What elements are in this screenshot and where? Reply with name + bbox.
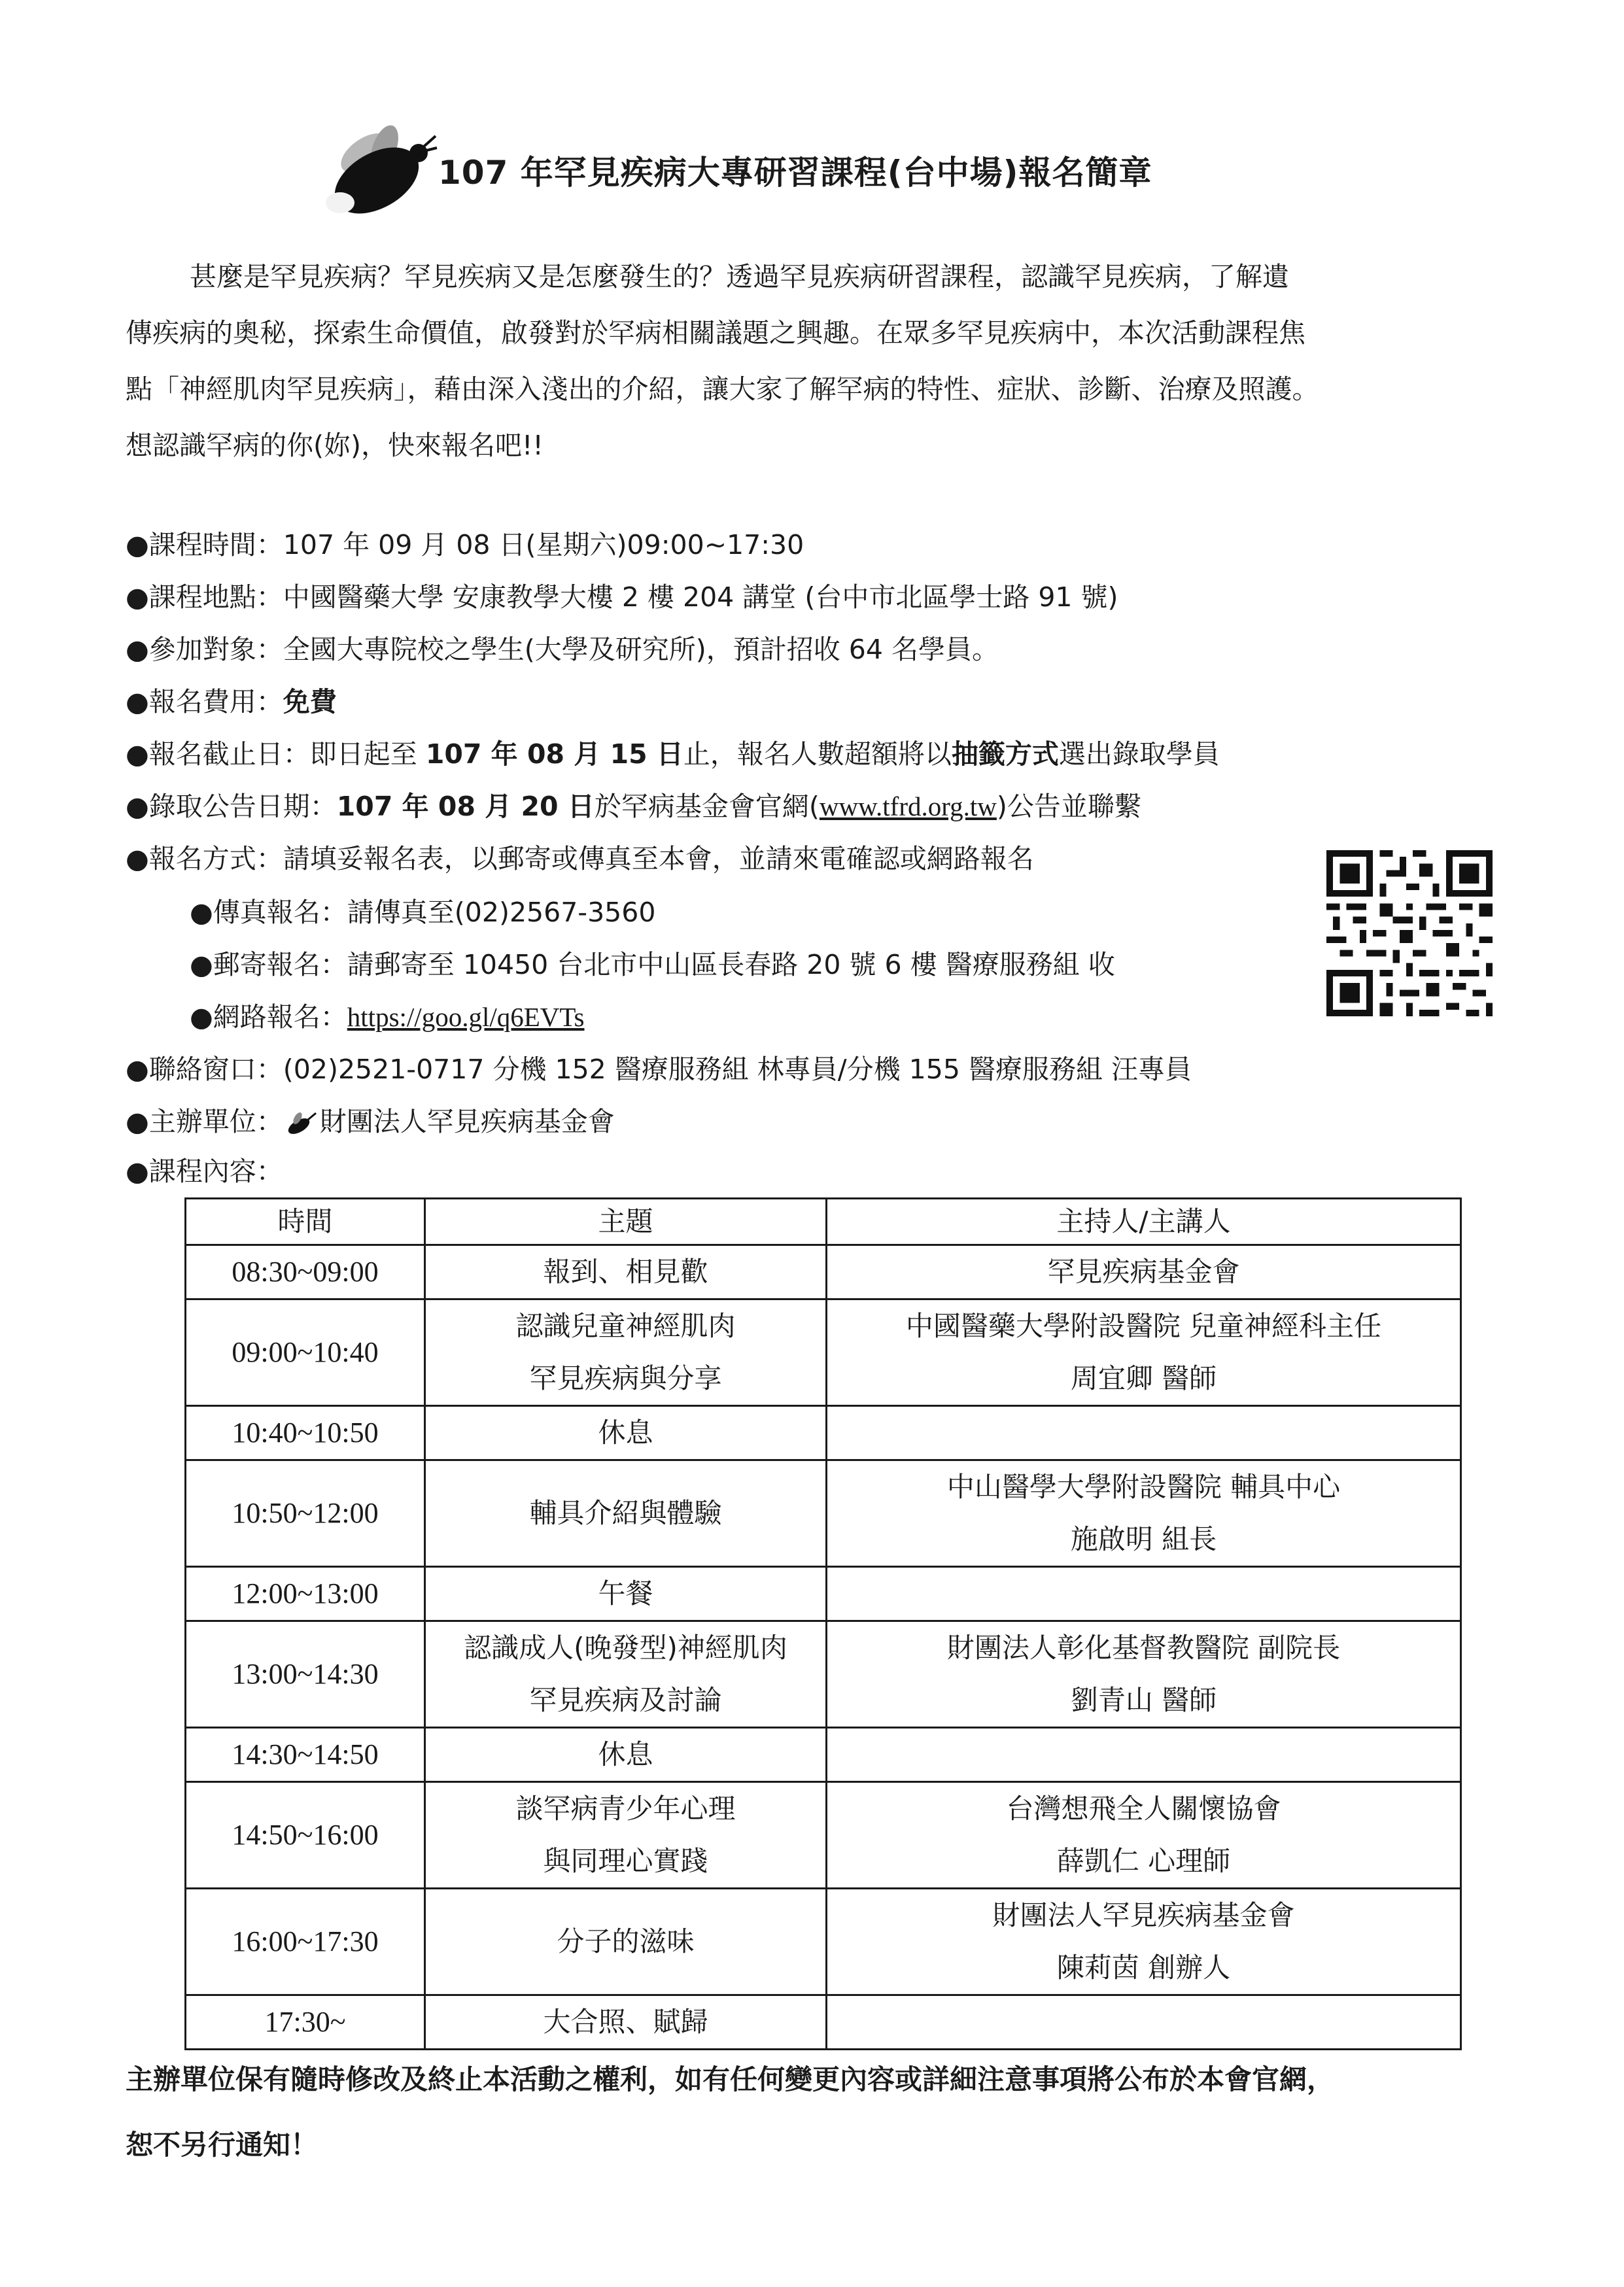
announcement-text: 於罕病基金會官網(: [594, 791, 820, 822]
course-location-value: 中國醫藥大學 安康教學大樓 2 樓 204 講堂 (台中市北區學士路 91 號): [283, 581, 1118, 613]
registration-method-label: ●報名方式：: [126, 843, 283, 874]
table-row: [186, 1728, 1461, 1782]
online-registration: [190, 1001, 585, 1033]
contact-value: (02)2521-0717 分機 152 醫療服務組 林專員/分機 155 醫療服務組 汪專員: [283, 1054, 1192, 1085]
footer-line: 主辦單位保有隨時修改及終止本活動之權利，如有任何變更內容或詳細注意事項將公布於本會官網，: [126, 2063, 1335, 2095]
speaker-line: 財團法人彰化基督教醫院 副院長: [946, 1632, 1341, 1664]
online-registration-link[interactable]: https://goo.gl/q6EVTs: [347, 1002, 585, 1032]
deadline-label: ●報名截止日：: [126, 738, 310, 770]
table-row: [186, 1621, 1461, 1728]
session-time: 12:00~13:00: [186, 1567, 425, 1621]
firefly-logo-icon: [314, 110, 438, 220]
topic-line: 認識成人(晚發型)神經肌肉: [464, 1632, 787, 1664]
schedule-table: [184, 1197, 1462, 2050]
announcement-date-value: 107 年 08 月 20 日: [336, 791, 595, 822]
session-speaker: [827, 1782, 1461, 1889]
registration-deadline: [126, 738, 1220, 770]
speaker-line: 台灣想飛全人關懷協會: [1006, 1793, 1281, 1825]
speaker-line: 中國醫藥大學附設醫院 兒童神經科主任: [905, 1310, 1382, 1342]
session-topic: 午餐: [425, 1567, 827, 1621]
target-audience-value: 全國大專院校之學生(大學及研究所)，預計招收 64 名學員。: [283, 634, 999, 665]
session-speaker: [827, 1567, 1461, 1621]
session-time: 14:30~14:50: [186, 1728, 425, 1782]
mail-registration-label: ●郵寄報名：: [190, 949, 347, 980]
intro-paragraph: [126, 249, 1525, 473]
announcement-date: [126, 790, 1141, 823]
online-registration-label: ●網路報名：: [190, 1001, 347, 1033]
deadline-date: 107 年 08 月 15 日: [425, 738, 683, 770]
mail-registration: [190, 948, 1115, 981]
deadline-text: 選出錄取學員: [1058, 738, 1220, 770]
session-time: 10:50~12:00: [186, 1460, 425, 1567]
topic-line: 與同理心實踐: [543, 1845, 708, 1877]
intro-line: 想認識罕病的你(妳)，快來報名吧!!: [126, 430, 544, 461]
table-row: [186, 1889, 1461, 1995]
firefly-small-icon: [283, 1109, 319, 1138]
table-row: [186, 1782, 1461, 1889]
column-header-time: 時間: [186, 1199, 425, 1245]
session-time: 17:30~: [186, 1995, 425, 2050]
topic-line: 罕見疾病及討論: [529, 1684, 722, 1716]
column-header-topic: 主題: [425, 1199, 827, 1245]
mail-registration-value: 請郵寄至 10450 台北市中山區長春路 20 號 6 樓 醫療服務組 收: [347, 949, 1115, 980]
session-speaker: [827, 1406, 1461, 1460]
topic-line: 談罕病青少年心理: [515, 1793, 736, 1825]
fax-registration: [190, 896, 655, 929]
contact-label: ●聯絡窗口：: [126, 1054, 283, 1085]
fax-registration-label: ●傳真報名：: [190, 897, 347, 928]
organizer: [126, 1105, 615, 1138]
session-topic: 分子的滋味: [425, 1889, 827, 1995]
deadline-method: 抽籤方式: [951, 738, 1059, 770]
session-time: 10:40~10:50: [186, 1406, 425, 1460]
session-speaker: [827, 1889, 1461, 1995]
session-topic: 報到、相見歡: [425, 1245, 827, 1299]
session-topic: 休息: [425, 1728, 827, 1782]
deadline-text: 即日起至: [309, 738, 426, 770]
session-topic: 輔具介紹與體驗: [425, 1460, 827, 1567]
course-time-label: ●課程時間：: [126, 529, 283, 560]
intro-line: 甚麼是罕見疾病？罕見疾病又是怎麼發生的？透過罕見疾病研習課程，認識罕見疾病，了解遺: [190, 261, 1289, 292]
course-location: [126, 581, 1118, 613]
page-title: 107 年罕見疾病大專研習課程(台中場)報名簡章: [438, 154, 1152, 192]
deadline-text: 止，報名人數超額將以: [683, 738, 952, 770]
session-time: 16:00~17:30: [186, 1889, 425, 1995]
website-link[interactable]: www.tfrd.org.tw: [819, 791, 997, 821]
target-audience: [126, 633, 999, 666]
organizer-label: ●主辦單位：: [126, 1106, 283, 1137]
session-speaker: [827, 1299, 1461, 1406]
course-content-label: ●課程內容：: [126, 1156, 283, 1187]
organizer-value: 財團法人罕見疾病基金會: [319, 1106, 615, 1137]
session-time: 14:50~16:00: [186, 1782, 425, 1889]
speaker-line: 周宜卿 醫師: [1070, 1362, 1217, 1394]
footer-notice: [126, 2047, 1512, 2178]
session-topic: 休息: [425, 1406, 827, 1460]
intro-line: 點「神經肌肉罕見疾病」，藉由深入淺出的介紹，讓大家了解罕病的特性、症狀、診斷、治療及照護。: [126, 373, 1319, 405]
registration-fee: [126, 685, 337, 718]
qr-code[interactable]: [1326, 850, 1493, 1016]
table-row: [186, 1299, 1461, 1406]
contact-window: [126, 1053, 1192, 1086]
column-header-speaker: 主持人/主講人: [827, 1199, 1461, 1245]
announcement-label: ●錄取公告日期：: [126, 791, 337, 822]
session-topic: [425, 1782, 827, 1889]
table-header-row: [186, 1199, 1461, 1245]
topic-line: 認識兒童神經肌肉: [515, 1310, 736, 1342]
target-audience-label: ●參加對象：: [126, 634, 283, 665]
fax-registration-value: 請傳真至(02)2567-3560: [347, 897, 656, 928]
intro-line: 傳疾病的奧秘，探索生命價值，啟發對於罕病相關議題之興趣。在眾多罕見疾病中，本次活動課程焦: [126, 317, 1305, 349]
table-row: [186, 1567, 1461, 1621]
speaker-line: 陳莉茵 創辦人: [1056, 1952, 1231, 1984]
speaker-line: 中山醫學大學附設醫院 輔具中心: [946, 1471, 1341, 1503]
registration-method-value: 請填妥報名表，以郵寄或傳真至本會，並請來電確認或網路報名: [283, 843, 1034, 874]
footer-line: 恕不另行通知！: [126, 2129, 319, 2161]
speaker-line: 財團法人罕見疾病基金會: [992, 1899, 1295, 1931]
course-location-label: ●課程地點：: [126, 581, 283, 613]
speaker-line: 薛凱仁 心理師: [1056, 1845, 1231, 1877]
session-speaker: 罕見疾病基金會: [827, 1245, 1461, 1299]
session-speaker: [827, 1460, 1461, 1567]
session-time: 13:00~14:30: [186, 1621, 425, 1728]
session-topic: [425, 1621, 827, 1728]
course-time-value: 107 年 09 月 08 日(星期六)09:00~17:30: [283, 529, 804, 560]
session-topic: 大合照、賦歸: [425, 1995, 827, 2050]
session-speaker: [827, 1621, 1461, 1728]
registration-method: [126, 842, 1034, 875]
session-time: 08:30~09:00: [186, 1245, 425, 1299]
session-topic: [425, 1299, 827, 1406]
table-row: [186, 1406, 1461, 1460]
registration-fee-value: 免費: [283, 686, 337, 717]
speaker-line: 劉青山 醫師: [1070, 1684, 1217, 1716]
table-row: [186, 1995, 1461, 2050]
table-row: [186, 1245, 1461, 1299]
announcement-text: )公告並聯繫: [996, 791, 1141, 822]
table-row: [186, 1460, 1461, 1567]
topic-line: 罕見疾病與分享: [529, 1362, 722, 1394]
session-speaker: [827, 1728, 1461, 1782]
course-time: [126, 528, 804, 561]
registration-fee-label: ●報名費用：: [126, 686, 283, 717]
session-time: 09:00~10:40: [186, 1299, 425, 1406]
session-speaker: [827, 1995, 1461, 2050]
speaker-line: 施啟明 組長: [1070, 1523, 1217, 1555]
